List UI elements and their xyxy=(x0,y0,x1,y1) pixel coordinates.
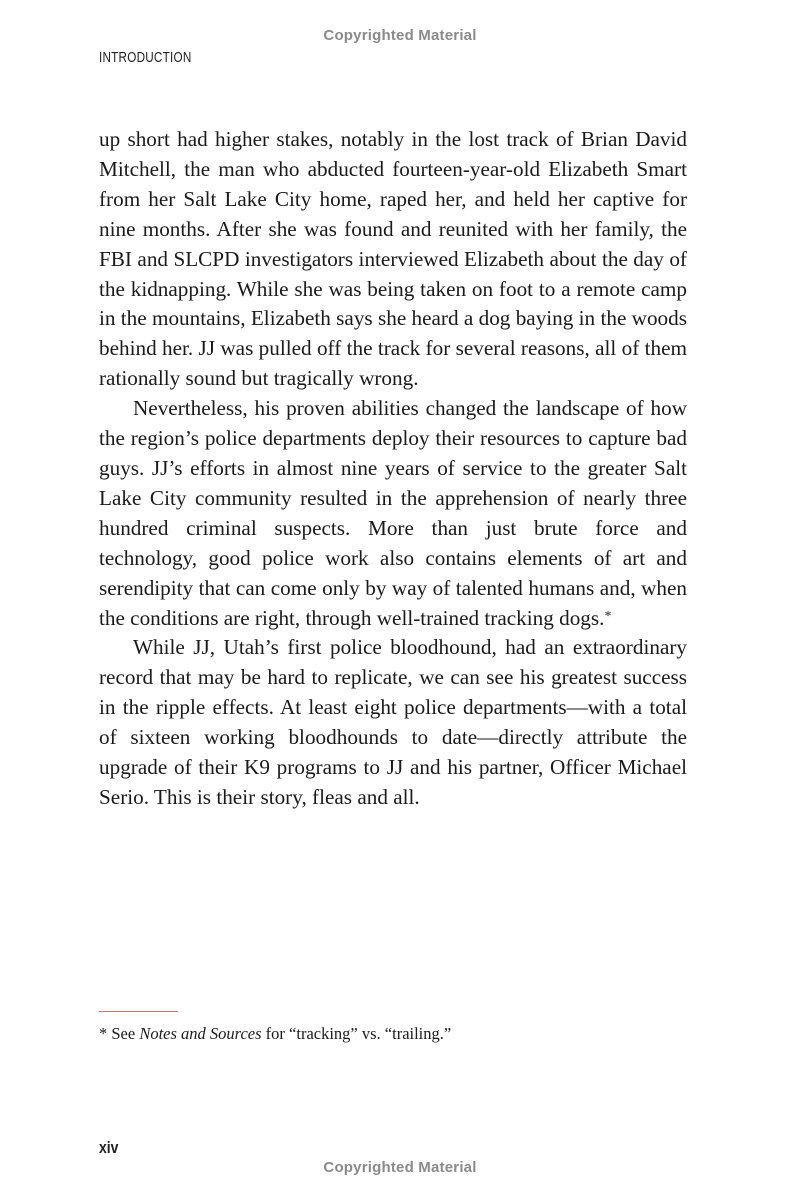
paragraph-3: While JJ, Utah’s first police bloodhound, had an extraordinary record that may be hard to replicate, we can see his greatest success in the ripple effects. At least eight police departments—with a total of sixteen working bloodhounds to date—directly attribute the upgrade of their K9 programs to JJ and his partner, Officer Michael Serio. This is their story, fleas and all. xyxy=(99,635,687,809)
paragraph-2 xyxy=(99,394,687,633)
footnote-suffix: for “tracking” vs. “trailing.” xyxy=(261,1024,452,1043)
copyright-watermark-bottom: Copyrighted Material xyxy=(323,1159,477,1176)
paragraph-1: up short had higher stakes, notably in the lost track of Brian David Mitchell, the man who abducted fourteen-year-old Elizabeth Smart from her Salt Lake City home, raped her, and held her captive for nine months. After she was found and reunited with her family, the FBI and SLCPD investigators interviewed Elizabeth about the day of the kidnapping. While she was being taken on foot to a remote camp in the mountains, Elizabeth says she heard a dog baying in the woods behind her. JJ was pulled off the track for several reasons, all of them rationally sound but tragically wrong. xyxy=(99,127,687,391)
page-number: xiv xyxy=(99,1138,119,1157)
copyright-watermark-top: Copyrighted Material xyxy=(323,27,477,44)
paragraph-2-text: Nevertheless, his proven abilities changed the landscape of how the region’s police departments deploy their resources to capture bad guys. JJ’s efforts in almost nine years of service to the greater Salt Lake City community resulted in the apprehension of nearly three hundred criminal suspects. More than just brute force and technology, good police work also contains elements of art and serendipity that can come only by way of talented humans and, when the conditions are right, through well-trained tracking dogs. xyxy=(99,396,687,630)
footnote-divider xyxy=(99,1011,178,1012)
running-head: INTRODUCTION xyxy=(99,49,192,66)
footnote-prefix: * See xyxy=(99,1024,140,1043)
footnote-marker: * xyxy=(604,608,612,624)
body-text xyxy=(99,125,687,813)
footnote xyxy=(99,1023,451,1045)
footnote-italic-title: Notes and Sources xyxy=(139,1024,262,1043)
